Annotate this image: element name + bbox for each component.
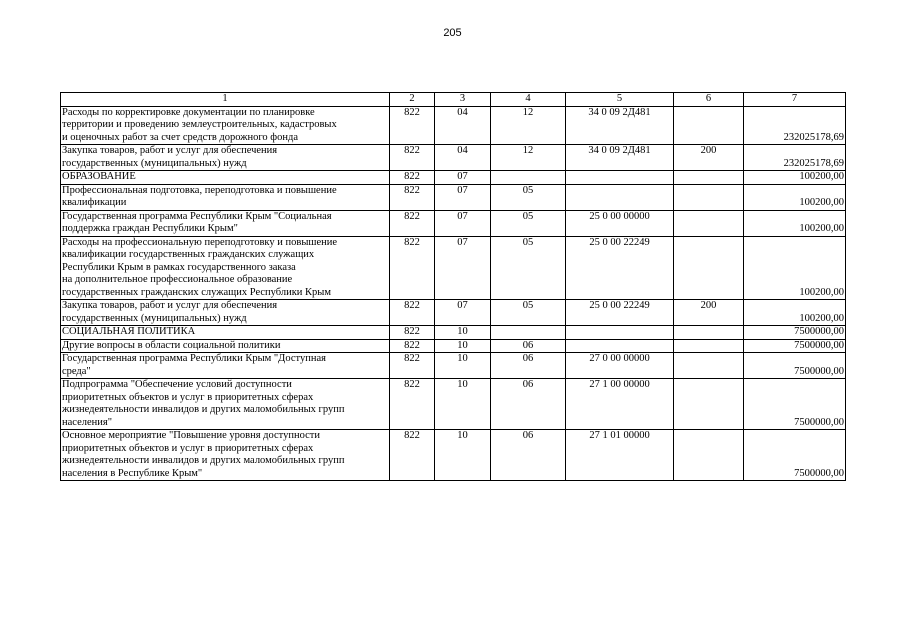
amount-cell: 100200,00 — [744, 184, 846, 210]
row-name-line: на дополнительное профессиональное образование — [62, 274, 293, 285]
section-code-cell: 04 — [435, 145, 491, 171]
row-name-line: государственных (муниципальных) нужд — [62, 157, 247, 169]
amount-cell: 7500000,00 — [744, 326, 846, 340]
subsection-code-cell — [491, 326, 566, 340]
ministry-code-cell: 822 — [390, 145, 435, 171]
table-row — [61, 145, 846, 171]
ministry-code-cell: 822 — [390, 171, 435, 185]
subsection-code-cell: 05 — [491, 236, 566, 300]
expense-type-cell: 200 — [674, 145, 744, 171]
expense-type-cell — [674, 326, 744, 340]
header-cell: 6 — [674, 93, 744, 107]
section-code-cell: 10 — [435, 339, 491, 353]
target-article-cell: 27 1 01 00000 — [566, 430, 674, 481]
section-code-cell: 07 — [435, 171, 491, 185]
row-name-cell — [61, 184, 390, 210]
target-article-cell: 34 0 09 2Д481 — [566, 106, 674, 145]
header-cell: 1 — [61, 93, 390, 107]
header-cell: 7 — [744, 93, 846, 107]
expense-type-cell — [674, 171, 744, 185]
ministry-code-cell: 822 — [390, 106, 435, 145]
ministry-code-cell: 822 — [390, 236, 435, 300]
row-name-line: СОЦИАЛЬНАЯ ПОЛИТИКА — [62, 326, 196, 337]
target-article-cell — [566, 339, 674, 353]
table-row — [61, 326, 846, 340]
row-name-line: территории и проведению землеустроительных, кадастровых — [62, 119, 337, 130]
row-name-cell — [61, 145, 390, 171]
page-number: 205 — [443, 27, 462, 39]
subsection-code-cell: 05 — [491, 184, 566, 210]
header-cell: 5 — [566, 93, 674, 107]
table-row — [61, 210, 846, 236]
ministry-code-cell: 822 — [390, 353, 435, 379]
row-name-cell — [61, 353, 390, 379]
ministry-code-cell: 822 — [390, 326, 435, 340]
subsection-code-cell: 06 — [491, 430, 566, 481]
expense-type-cell — [674, 210, 744, 236]
row-name-line: Профессиональная подготовка, переподготовка и повышение — [62, 184, 337, 196]
amount-cell: 100200,00 — [744, 171, 846, 185]
subsection-code-cell: 12 — [491, 145, 566, 171]
expense-type-cell — [674, 106, 744, 145]
row-name-cell — [61, 106, 390, 145]
target-article-cell: 27 0 00 00000 — [566, 353, 674, 379]
row-name-cell — [61, 430, 390, 481]
amount-cell: 232025178,69 — [744, 106, 846, 145]
ministry-code-cell: 822 — [390, 300, 435, 326]
table-row — [61, 379, 846, 430]
ministry-code-cell: 822 — [390, 379, 435, 430]
row-name-line: и оценочных работ за счет средств дорожного фонда — [62, 131, 298, 143]
amount-cell: 7500000,00 — [744, 353, 846, 379]
row-name-line: Основное мероприятие "Повышение уровня доступности — [62, 430, 320, 441]
target-article-cell — [566, 326, 674, 340]
table-row — [61, 300, 846, 326]
row-name-line: государственных гражданских служащих Республики Крым — [62, 286, 332, 298]
section-code-cell: 10 — [435, 430, 491, 481]
ministry-code-cell: 822 — [390, 210, 435, 236]
expense-type-cell — [674, 353, 744, 379]
row-name-cell — [61, 236, 390, 300]
amount-cell: 232025178,69 — [744, 145, 846, 171]
row-name-line: ОБРАЗОВАНИЕ — [62, 171, 136, 182]
row-name-line: приоритетных объектов и услуг в приоритетных сферах — [62, 391, 314, 403]
table-row — [61, 106, 846, 145]
row-name-line: Другие вопросы в области социальной политики — [62, 339, 281, 351]
row-name-line: квалификации — [62, 197, 127, 208]
target-article-cell — [566, 184, 674, 210]
amount-cell: 7500000,00 — [744, 430, 846, 481]
expense-type-cell — [674, 430, 744, 481]
table-row — [61, 236, 846, 300]
subsection-code-cell: 05 — [491, 300, 566, 326]
expense-type-cell — [674, 379, 744, 430]
table-row — [61, 339, 846, 353]
amount-cell: 7500000,00 — [744, 379, 846, 430]
section-code-cell: 10 — [435, 326, 491, 340]
row-name-line: Подпрограмма "Обеспечение условий доступности — [62, 379, 292, 390]
header-cell: 4 — [491, 93, 566, 107]
row-name-line: среда" — [62, 365, 91, 377]
row-name-line: населения в Республике Крым" — [62, 467, 203, 479]
table-header-row — [61, 93, 846, 107]
subsection-code-cell: 12 — [491, 106, 566, 145]
row-name-line: государственных (муниципальных) нужд — [62, 312, 247, 324]
target-article-cell: 25 0 00 22249 — [566, 300, 674, 326]
amount-cell: 7500000,00 — [744, 339, 846, 353]
row-name-cell — [61, 171, 390, 185]
row-name-line: Республики Крым в рамках государственного заказа — [62, 261, 296, 273]
row-name-line: Государственная программа Республики Крым "Доступная — [62, 353, 326, 364]
row-name-line: Государственная программа Республики Крым "Социальная — [62, 210, 332, 222]
row-name-line: населения" — [62, 416, 112, 428]
expense-type-cell — [674, 236, 744, 300]
target-article-cell: 25 0 00 22249 — [566, 236, 674, 300]
amount-cell: 100200,00 — [744, 300, 846, 326]
header-cell: 2 — [390, 93, 435, 107]
row-name-line: приоритетных объектов и услуг в приоритетных сферах — [62, 442, 314, 454]
row-name-cell — [61, 300, 390, 326]
ministry-code-cell: 822 — [390, 184, 435, 210]
target-article-cell: 34 0 09 2Д481 — [566, 145, 674, 171]
subsection-code-cell — [491, 171, 566, 185]
table-row — [61, 430, 846, 481]
ministry-code-cell: 822 — [390, 339, 435, 353]
row-name-cell — [61, 379, 390, 430]
header-cell: 3 — [435, 93, 491, 107]
row-name-line: жизнедеятельности инвалидов и других маломобильных групп — [62, 404, 345, 415]
section-code-cell: 10 — [435, 379, 491, 430]
subsection-code-cell: 05 — [491, 210, 566, 236]
row-name-line: Расходы на профессиональную переподготовку и повышение — [62, 236, 338, 248]
target-article-cell — [566, 171, 674, 185]
row-name-cell — [61, 339, 390, 353]
section-code-cell: 10 — [435, 353, 491, 379]
row-name-cell — [61, 210, 390, 236]
row-name-line: квалификации государственных гражданских служащих — [62, 249, 315, 260]
expense-type-cell — [674, 184, 744, 210]
section-code-cell: 07 — [435, 300, 491, 326]
row-name-line: Закупка товаров, работ и услуг для обеспечения — [62, 145, 278, 156]
amount-cell: 100200,00 — [744, 236, 846, 300]
row-name-line: жизнедеятельности инвалидов и других маломобильных групп — [62, 455, 345, 466]
ministry-code-cell: 822 — [390, 430, 435, 481]
table-row — [61, 171, 846, 185]
budget-table — [60, 92, 846, 481]
section-code-cell: 07 — [435, 236, 491, 300]
expense-type-cell: 200 — [674, 300, 744, 326]
section-code-cell: 07 — [435, 184, 491, 210]
row-name-line: Закупка товаров, работ и услуг для обеспечения — [62, 300, 278, 311]
amount-cell: 100200,00 — [744, 210, 846, 236]
expense-type-cell — [674, 339, 744, 353]
table-row — [61, 353, 846, 379]
subsection-code-cell: 06 — [491, 339, 566, 353]
target-article-cell: 27 1 00 00000 — [566, 379, 674, 430]
section-code-cell: 07 — [435, 210, 491, 236]
target-article-cell: 25 0 00 00000 — [566, 210, 674, 236]
subsection-code-cell: 06 — [491, 353, 566, 379]
row-name-line: поддержка граждан Республики Крым" — [62, 223, 238, 234]
section-code-cell: 04 — [435, 106, 491, 145]
row-name-line: Расходы по корректировке документации по планировке — [62, 106, 315, 118]
subsection-code-cell: 06 — [491, 379, 566, 430]
row-name-cell — [61, 326, 390, 340]
table-row — [61, 184, 846, 210]
